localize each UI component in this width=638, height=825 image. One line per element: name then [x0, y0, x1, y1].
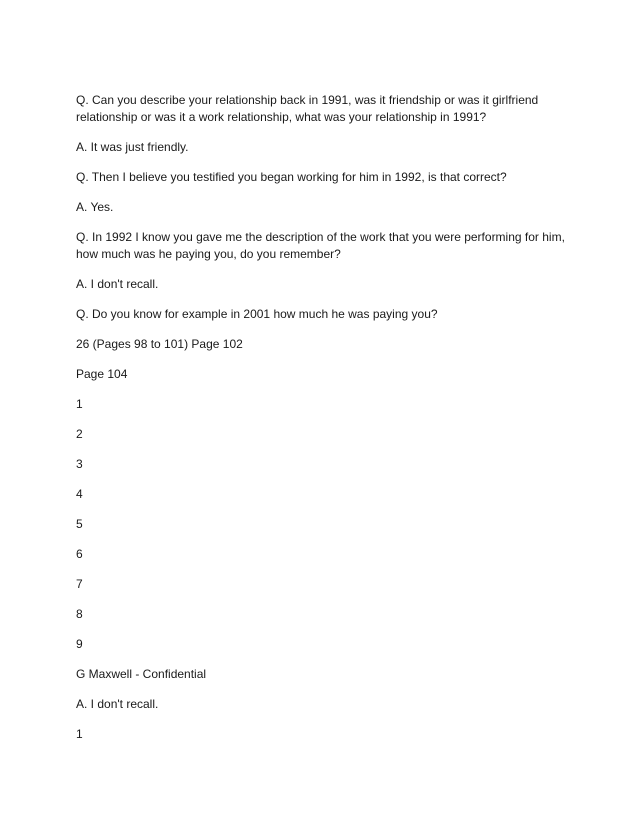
line-number — [76, 486, 566, 503]
text-line: G Maxwell - Confidential — [76, 667, 207, 681]
answer-paragraph — [76, 276, 566, 293]
text-line: Q. Do you know for example in 2001 how much he was paying you? — [76, 307, 438, 321]
answer-paragraph — [76, 139, 566, 156]
text-line: 4 — [76, 487, 83, 501]
question-paragraph — [76, 169, 566, 186]
text-line: 9 — [76, 637, 83, 651]
text-line: 7 — [76, 577, 83, 591]
text-line: 1 — [76, 727, 83, 741]
text-line: 8 — [76, 607, 83, 621]
question-paragraph — [76, 229, 566, 263]
text-line: how much was he paying you, do you remember? — [76, 247, 341, 261]
question-paragraph — [76, 92, 566, 126]
line-number — [76, 726, 566, 743]
line-number — [76, 456, 566, 473]
line-number — [76, 546, 566, 563]
text-line: Q. Then I believe you testified you began working for him in 1992, is that correct? — [76, 170, 507, 184]
text-line: A. I don't recall. — [76, 277, 159, 291]
text-line: relationship or was it a work relationship, what was your relationship in 1991? — [76, 110, 487, 124]
text-line: Q. Can you describe your relationship back in 1991, was it friendship or was it girlfriend — [76, 93, 539, 107]
line-number — [76, 606, 566, 623]
line-number — [76, 576, 566, 593]
transcript-body — [76, 92, 566, 756]
text-line: Q. In 1992 I know you gave me the description of the work that you were performing for him, — [76, 230, 565, 244]
text-line: 26 (Pages 98 to 101) Page 102 — [76, 337, 243, 351]
question-paragraph — [76, 306, 566, 323]
answer-paragraph — [76, 199, 566, 216]
line-number — [76, 636, 566, 653]
text-line: 6 — [76, 547, 83, 561]
text-line: A. Yes. — [76, 200, 114, 214]
confidential-footer — [76, 666, 566, 683]
line-number — [76, 426, 566, 443]
text-line: A. It was just friendly. — [76, 140, 189, 154]
line-number — [76, 396, 566, 413]
line-number — [76, 516, 566, 533]
page-reference — [76, 336, 566, 353]
text-line: A. I don't recall. — [76, 697, 159, 711]
answer-paragraph — [76, 696, 566, 713]
text-line: 3 — [76, 457, 83, 471]
text-line: 2 — [76, 427, 83, 441]
text-line: 1 — [76, 397, 83, 411]
page-number-label — [76, 366, 566, 383]
text-line: 5 — [76, 517, 83, 531]
text-line: Page 104 — [76, 367, 128, 381]
